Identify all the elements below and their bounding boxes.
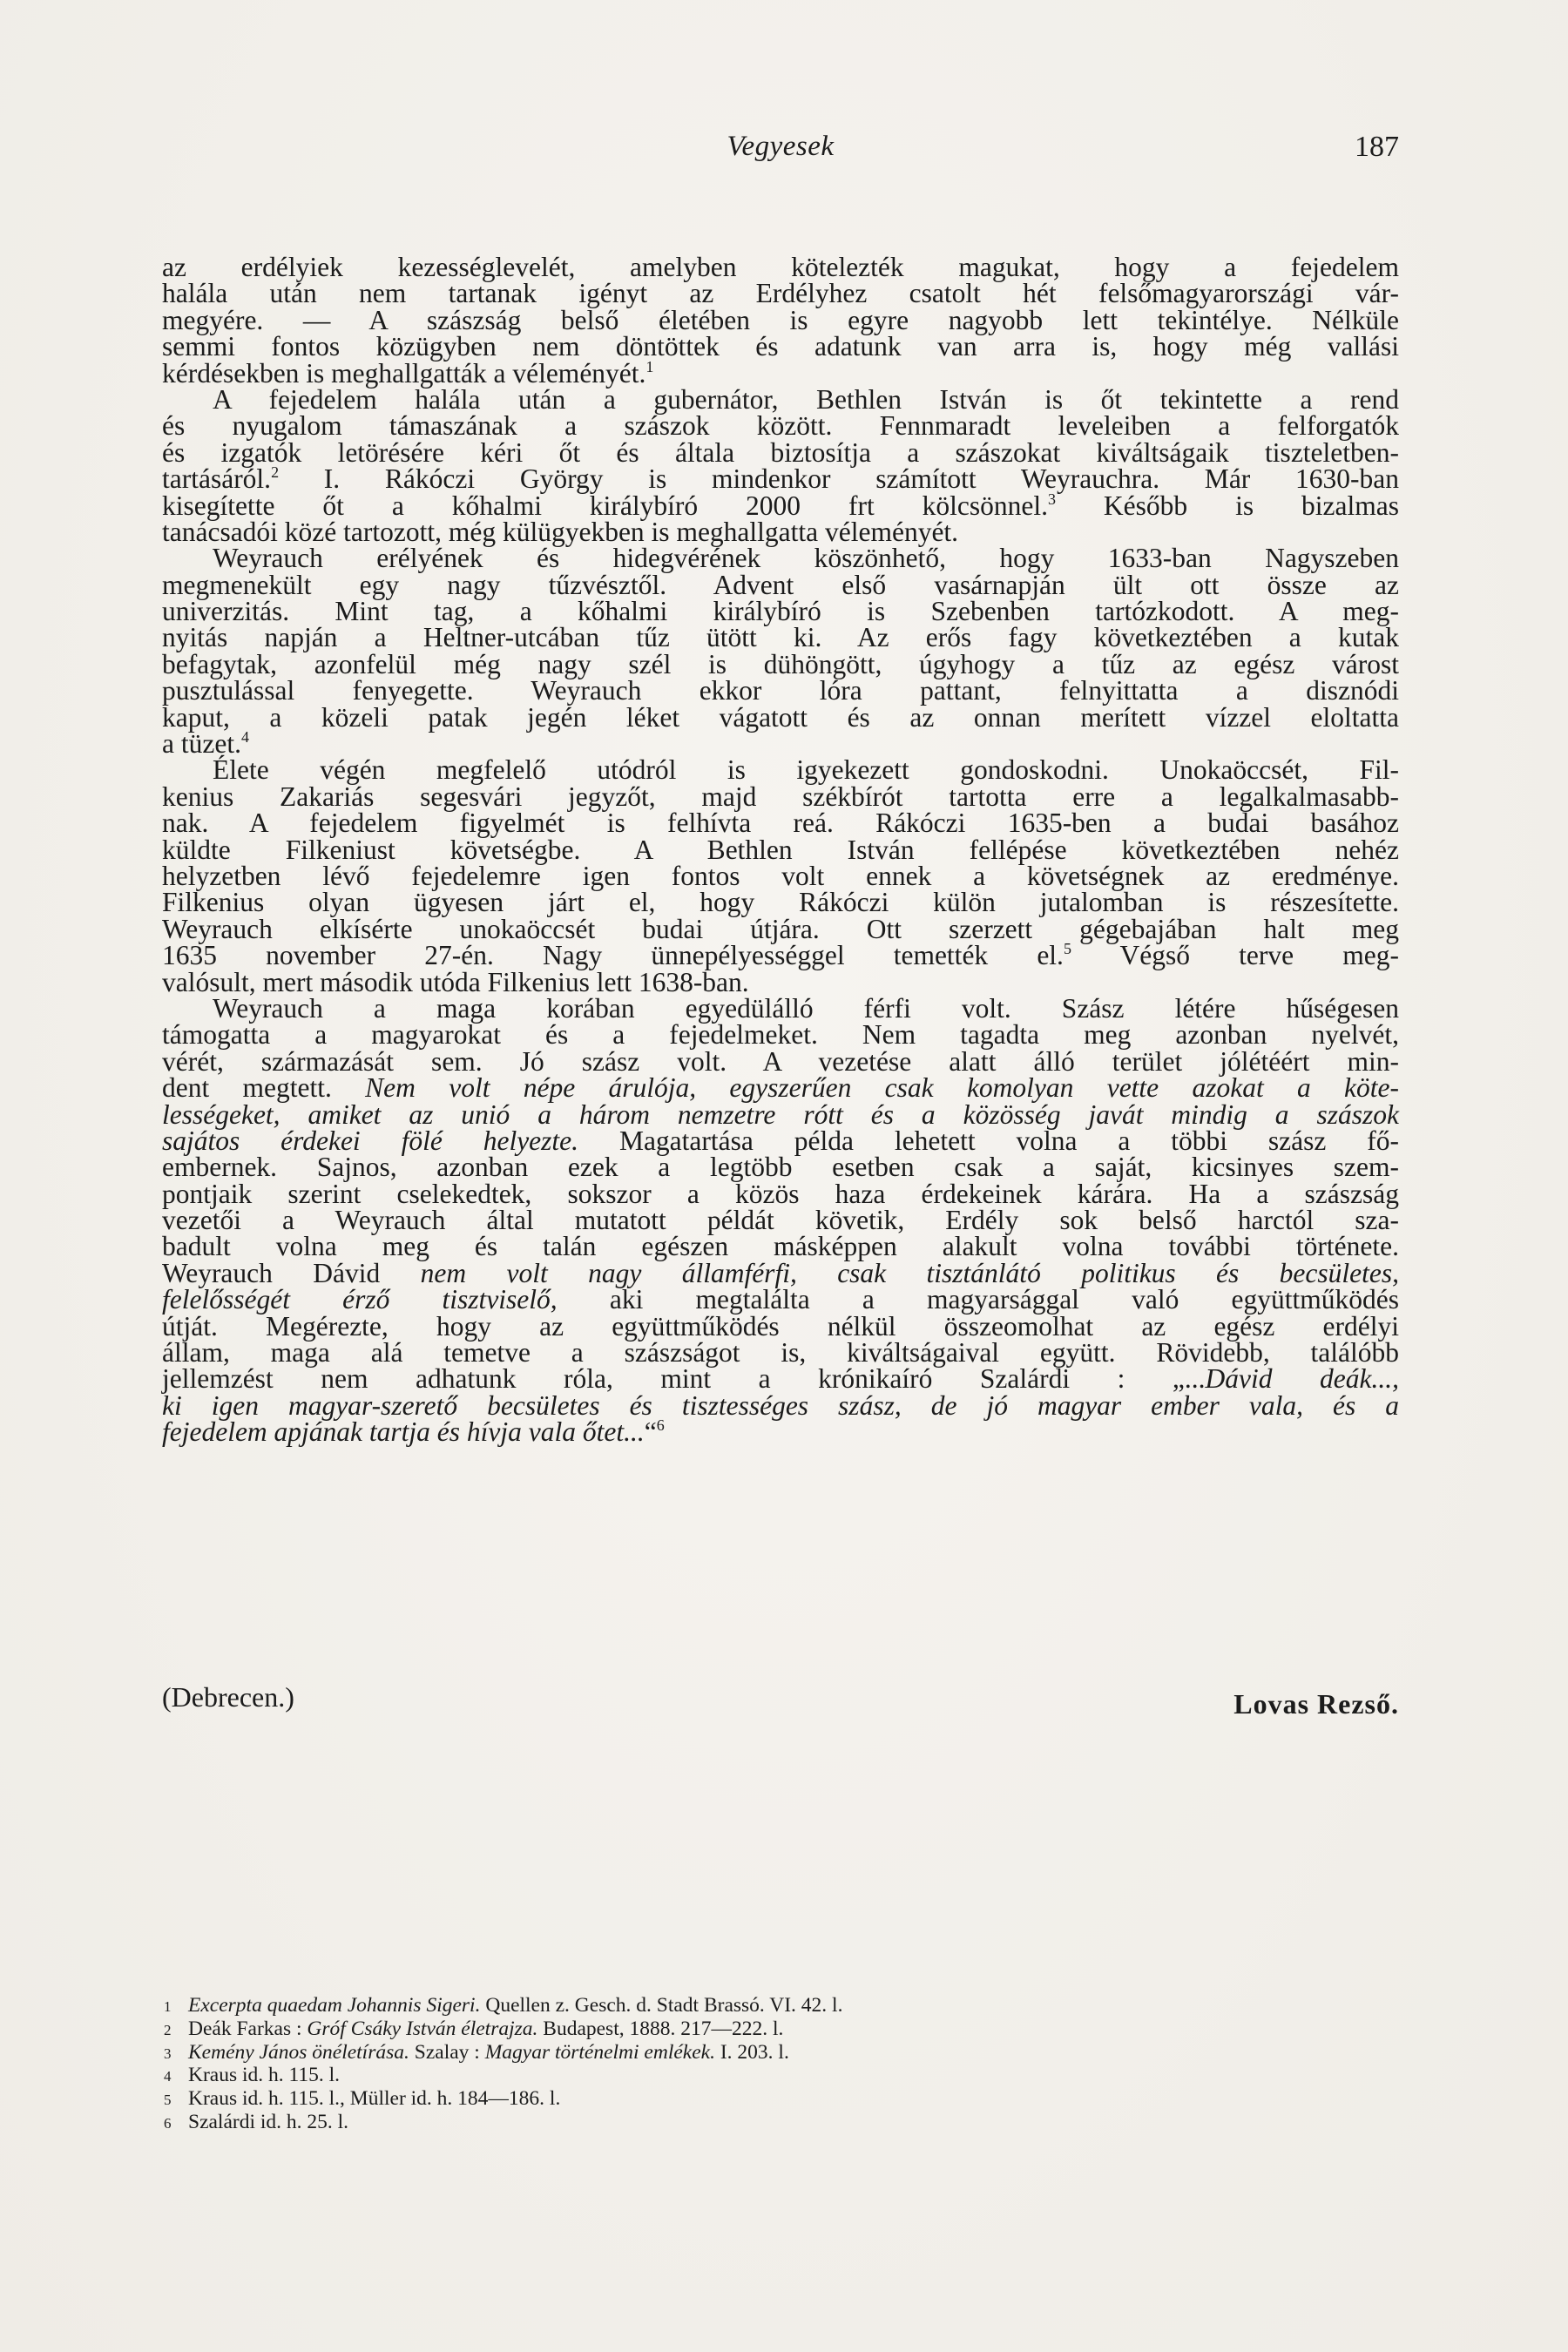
body-line [162, 490, 1399, 521]
body-line [162, 1233, 1399, 1260]
footnote-number: 1 [164, 1998, 172, 2015]
footnote-item [164, 2042, 1209, 2065]
body-line [162, 808, 1399, 839]
running-title: Vegyesek [727, 131, 835, 162]
footnote-ref: 5 [1063, 940, 1071, 958]
line-text: kisegítette őt a kőhalmi királybíró 2000 frt kölcsönnel. [162, 490, 1048, 521]
line-text: az erdélyiek kezességlevelét, amelyben kötelezték magukat, hogy a fejedelem [162, 252, 1399, 282]
footnote-ref: 2 [271, 463, 280, 482]
line-text: kérdésekben is meghallgatták a véleményét. [162, 357, 646, 389]
line-text: Weyrauch erélyének és hidegvérének köszönhető, hogy 1633-ban Nagyszeben [213, 543, 1399, 574]
running-head [162, 131, 1399, 174]
line-text: pontjaik szerint cselekedtek, sokszor a közös haza érdekeinek kárára. Ha a szászság [162, 1178, 1399, 1209]
body-line [162, 622, 1399, 653]
line-text: és nyugalom támaszának a szászok között. Fennmaradt leveleiben a felforgatók [162, 410, 1399, 442]
line-text: Élete végén megfelelő utódról is igyekezett gondoskodni. Unokaöccsét, Fil- [213, 754, 1399, 786]
footnote-italic: Excerpta quaedam Johannis Sigeri. [188, 1994, 481, 2017]
line-text: tartásáról. [162, 463, 272, 495]
line-text: univerzitás. Mint tag, a kőhalmi királybíró is Szebenben tartózkodott. A meg- [162, 596, 1399, 627]
body-line [162, 543, 1399, 574]
line-italic-text: Dávid deák..., [1205, 1363, 1399, 1395]
body-line [162, 383, 1399, 415]
body-line [162, 675, 1399, 706]
body-line [162, 1416, 1399, 1448]
footnote-number: 2 [164, 2021, 172, 2038]
line-text: A fejedelem halála után a gubernátor, Bethlen István is őt tekintette a rend [213, 383, 1399, 415]
body-line [162, 992, 1399, 1024]
footnote-text-rest: I. 203. l. [714, 2040, 789, 2064]
line-text: megyére. — A szászság belső életében is egyre nagyobb lett tekintélye. Nélküle [162, 304, 1399, 335]
body-line [162, 940, 1399, 971]
line-text-rest: Végső terve meg- [1071, 940, 1399, 971]
line-text: halála után nem tartanak igényt az Erdélyhez csatolt hét felsőmagyarországi vár- [162, 278, 1399, 309]
footnote-text-rest: Budapest, 1888. 217—222. l. [537, 2017, 784, 2040]
body-line [162, 1337, 1399, 1369]
page-number: 187 [1355, 131, 1399, 163]
line-text: helyzetben lévő fejedelemre igen fontos volt ennek a követségnek az eredménye. [162, 860, 1399, 891]
footnote-italic: Gróf Csáky István életrajza. [307, 2017, 538, 2040]
footnote-ref: 6 [656, 1416, 665, 1435]
line-text: nak. A fejedelem figyelmét is felhívta reá. Rákóczi 1635-ben a budai basához [162, 808, 1399, 839]
body-line [162, 754, 1399, 786]
footnote-item [164, 2018, 1209, 2042]
body-line [162, 1045, 1399, 1077]
line-text: Weyrauch elkísérte unokaöccsét budai útjára. Ott szerzett gégebajában halt meg [162, 913, 1399, 944]
body-line [162, 1178, 1399, 1209]
line-text-rest: “ [644, 1416, 657, 1448]
line-text-rest: I. Rákóczi György is mindenkor számított Weyrauchra. Már 1630-ban [279, 463, 1399, 495]
body-line [162, 1152, 1399, 1183]
signature-block [162, 1681, 1399, 1720]
footnote-item [164, 2088, 1209, 2112]
line-text: nyitás napján a Heltner-utcában tűz ütött ki. Az erős fagy következtében a kutak [162, 622, 1399, 653]
line-italic-text: sajátos érdekei fölé helyezte. [162, 1125, 579, 1156]
line-text: Weyrauch a maga korában egyedülálló férfi volt. Szász létére hűségesen [213, 992, 1399, 1024]
body-line [162, 1125, 1399, 1156]
footnote-item [164, 1995, 1209, 2018]
footnote-item [164, 2065, 1209, 2088]
body-line [162, 280, 1399, 307]
footnote-text: Kraus id. h. 115. l. [188, 2064, 341, 2087]
footnotes [164, 1995, 1209, 2135]
body-line [162, 516, 1399, 547]
line-text: semmi fontos közügyben nem döntöttek és adatunk van arra is, hogy még vallási [162, 331, 1399, 362]
line-text: kenius Zakariás segesvári jegyzőt, majd székbírót tartotta erre a legalkalmasabb- [162, 781, 1399, 812]
footnote-text: Quellen z. Gesch. d. Stadt Brassó. VI. 42. l. [480, 1994, 843, 2017]
body-line [162, 254, 1399, 280]
body-line [162, 860, 1399, 891]
footnote-number: 6 [164, 2114, 172, 2132]
footnote-number: 3 [164, 2044, 172, 2062]
line-italic-text: fejedelem apjának tartja és hívja vala őtet... [162, 1416, 645, 1448]
body-line [162, 1389, 1399, 1421]
body-line [162, 648, 1399, 679]
line-text: vérét, származását sem. Jó szász volt. A vezetése alatt álló terület jólétéért min- [162, 1045, 1399, 1077]
line-italic-text: felelősségét érző tisztviselő, [162, 1284, 558, 1315]
line-text: kaput, a közeli patak jegén léket vágatott és az onnan merített vízzel eloltatta [162, 701, 1399, 733]
line-text: útját. Megérezte, hogy az együttműködés nélkül összeomolhat az egész erdélyi [162, 1310, 1399, 1342]
body-line [162, 436, 1399, 468]
line-text: 1635 november 27-én. Nagy ünnepélyességgel temették el. [162, 940, 1064, 971]
body-line [162, 357, 1399, 389]
line-text: jellemzést nem adhatunk róla, mint a krónikaíró Szalárdi : „... [162, 1363, 1206, 1395]
line-text-rest: Magatartása példa lehetett volna a többi szász fő- [578, 1125, 1399, 1156]
body-line [162, 1310, 1399, 1342]
line-text: támogatta a magyarokat és a fejedelmeket. Nem tagadta meg azonban nyelvét, [162, 1019, 1399, 1051]
line-text: Filkenius olyan ügyesen járt el, hogy Rákóczi külön jutalomban is részesítette. [162, 887, 1399, 918]
line-text: befagytak, azonfelül még nagy szél is dühöngött, úgyhogy a tűz az egész várost [162, 648, 1399, 679]
body-line [162, 1019, 1399, 1051]
line-text: embernek. Sajnos, azonban ezek a legtöbb esetben csak a saját, kicsinyes szem- [162, 1152, 1399, 1183]
line-text-rest: aki megtalálta a magyarsággal való együttműködés [557, 1284, 1399, 1315]
body-line [162, 913, 1399, 944]
body-line [162, 598, 1399, 625]
body-line [162, 410, 1399, 442]
body-line [162, 781, 1399, 812]
body-line [162, 701, 1399, 733]
footnote-italic: Magyar történelmi emlékek. [484, 2040, 715, 2064]
body-line [162, 569, 1399, 600]
footnote-ref: 4 [240, 728, 249, 747]
body-line [162, 1257, 1399, 1288]
footnote-text: Kraus id. h. 115. l., Müller id. h. 184—186. l. [188, 2087, 561, 2111]
body-line [162, 463, 1399, 495]
footnote-ref: 3 [1047, 490, 1056, 508]
body-line [162, 1284, 1399, 1315]
footnote-number: 4 [164, 2068, 172, 2085]
body-line [162, 834, 1399, 865]
line-italic-text: nem volt nagy államférfi, csak tisztánlátó politikus és becsületes, [420, 1257, 1399, 1288]
footnote-item [164, 2112, 1209, 2135]
line-text-rest: Később is bizalmas [1055, 490, 1399, 521]
signature-place: (Debrecen.) [162, 1681, 294, 1713]
footnote-number: 5 [164, 2092, 172, 2109]
line-text: küldte Filkeniust követségbe. A Bethlen István fellépése következtében nehéz [162, 834, 1399, 865]
line-text: dent megtett. [162, 1072, 366, 1104]
line-text: vezetői a Weyrauch által mutatott példát követik, Erdély sok belső harctól sza- [162, 1205, 1399, 1236]
body-line [162, 1098, 1399, 1130]
line-italic-text: Nem volt népe árulója, egyszerűen csak komolyan vette azokat a köte- [365, 1072, 1399, 1104]
line-text: a tüzet. [162, 728, 241, 760]
line-italic-text: ki igen magyar-szerető becsületes és tisztességes szász, de jó magyar ember vala, és a [162, 1389, 1399, 1421]
line-text: állam, maga alá temetve a szászságot is, kiváltságaival együtt. Rövidebb, találóbb [162, 1337, 1399, 1369]
body-line [162, 331, 1399, 362]
body-line [162, 1205, 1399, 1236]
line-text: badult volna meg és talán egészen másképpen alakult volna további története. [162, 1231, 1399, 1262]
body-line [162, 1072, 1399, 1104]
line-text: valósult, mert második utóda Filkenius lett 1638-ban. [162, 966, 749, 997]
footnote-text: Szalay : [409, 2040, 485, 2064]
body-line [162, 966, 1399, 997]
line-text: és izgatók letörésére kéri őt és általa biztosítja a szászokat kiváltságaik tiszteletben- [162, 436, 1399, 468]
body-line [162, 304, 1399, 335]
article-body [162, 254, 1399, 1446]
line-text: tanácsadói közé tartozott, még külügyekben is meghallgatta véleményét. [162, 516, 959, 547]
line-text: megmenekült egy nagy tűzvésztől. Advent első vasárnapján ült ott össze az [162, 569, 1399, 600]
line-italic-text: lességeket, amiket az unió a három nemzetre rótt és a közösség javát mindig a szászok [162, 1098, 1399, 1130]
signature-author: Lovas Rezső. [1233, 1688, 1399, 1720]
footnote-text: Szalárdi id. h. 25. l. [188, 2110, 349, 2133]
footnote-text: Deák Farkas : [188, 2017, 308, 2040]
footnote-italic: Kemény János önéletírása. [188, 2040, 409, 2064]
body-line [162, 889, 1399, 916]
footnote-ref: 1 [645, 357, 654, 375]
body-line [162, 1363, 1399, 1395]
body-line [162, 728, 1399, 760]
line-text: pusztulással fenyegette. Weyrauch ekkor lóra pattant, felnyittatta a disznódi [162, 675, 1399, 706]
line-text: Weyrauch Dávid [162, 1257, 421, 1288]
